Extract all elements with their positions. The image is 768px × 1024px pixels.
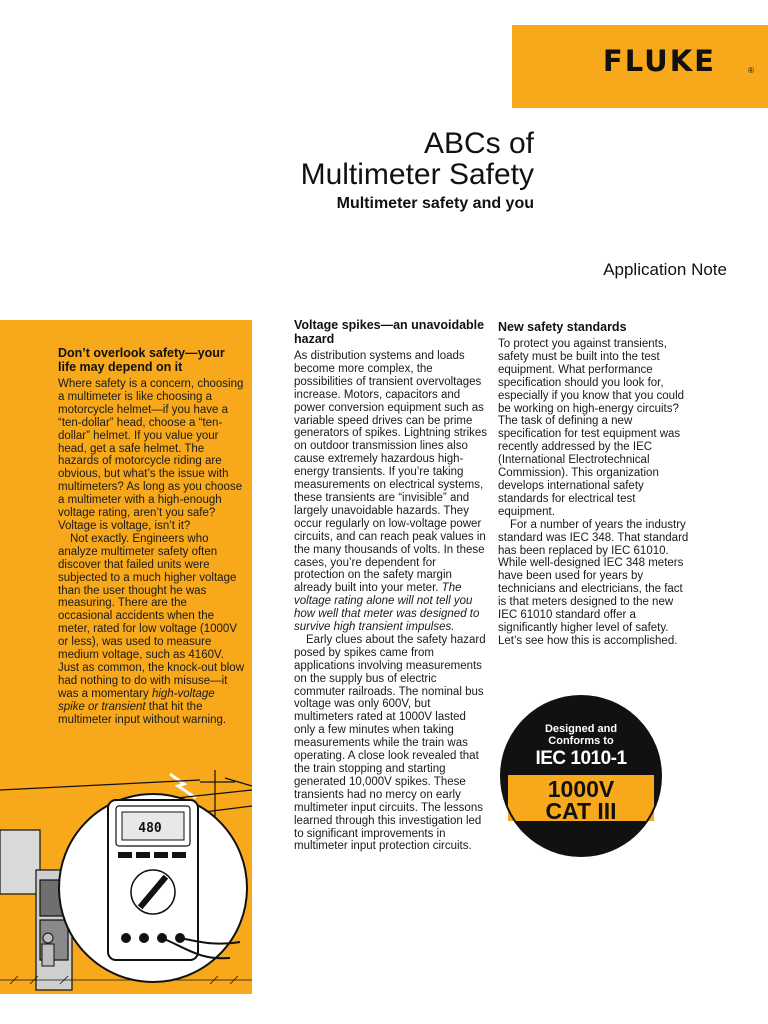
column-1-paragraph-2-end: that hit the multimeter input without warning. bbox=[58, 700, 227, 726]
column-3-paragraph-2: For a number of years the industry standard was IEC 348. That standard has been replaced by IEC 61010. While well-designed IEC 348 meters have been used for years by technicians and electricians, the fact is that meters designed to the new IEC 61010 standard offer a significantly higher level of safety. Let’s see how this is accomplished. bbox=[498, 518, 689, 647]
lightning-bolt-icon bbox=[170, 774, 196, 798]
title-line-1: ABCs of bbox=[423, 127, 534, 160]
column-2-paragraph-1 bbox=[294, 350, 488, 634]
badge-standard: IEC 1010-1 bbox=[535, 748, 627, 769]
badge-category: CAT III bbox=[545, 798, 617, 824]
column-3-paragraph-1: To protect you against transients, safety must be built into the test equipment. What performance specification should you look for, especially if you know that you could be working on high-energy circuits? The task of defining a new specification for test equipment was recently addressed by the IEC (International Electrotechnical Commission). This organization develops international safety standards for electrical test equipment. bbox=[498, 338, 685, 518]
column-safety-intro bbox=[58, 346, 244, 726]
column-1-heading: Don’t overlook safety—your life may depend on it bbox=[58, 346, 225, 374]
multimeter-illustration bbox=[0, 760, 252, 994]
title-line-2: Multimeter Safety bbox=[300, 158, 534, 191]
column-1-paragraph-2-text: Not exactly. Engineers who analyze multimeter safety often discover that failed units were subjected to a much higher voltage than the user thought he was measuring. There are the occasional accidents when the meter, rated for low voltage (1000V or less), was used to measure medium voltage, such as 4160V. Just as common, the knock-out blow had nothing to do with misuse—it was a momentary bbox=[58, 532, 244, 700]
fluke-logo: FLUKE bbox=[602, 44, 716, 78]
document-type: Application Note bbox=[603, 260, 727, 279]
column-1-emphasis: high-voltage spike or transient bbox=[58, 687, 215, 713]
column-2-paragraph-2: Early clues about the safety hazard posed by spikes came from applications involving measurements on the supply bus of electric commuter railroads. The nominal bus voltage was only 600V, but multimeters rated at 1000V lasted only a few minutes when taking measurements while the train was operating. A close look revealed that the train stopping and starting generated 10,000V spikes. These transients had no mercy on early multimeter input circuits. The lessons learned through this investigation led to significant improvements in multimeter input protection circuits. bbox=[294, 633, 486, 853]
column-1-paragraph-1: Where safety is a concern, choosing a multimeter is like choosing a motorcycle helmet—if you have a “ten-dollar” head, choose a “ten-dollar” helmet. If you value your head, get a safe helmet. The hazards of motorcycle riding are obvious, but what’s the issue with multimeters? As long as you choose a multimeter with a high-enough voltage rating, aren’t you safe? Voltage is voltage, isn’t it? bbox=[58, 378, 244, 532]
iec-certification-badge bbox=[500, 695, 662, 857]
page-subtitle: Multimeter safety and you bbox=[336, 195, 534, 212]
badge-line-conforms: Conforms to bbox=[548, 735, 614, 747]
multimeter-body bbox=[108, 800, 198, 960]
column-1-paragraph-2 bbox=[58, 533, 244, 727]
column-2-heading: Voltage spikes—an unavoidable hazard bbox=[294, 318, 485, 346]
column-2-paragraph-1-text: As distribution systems and loads become more complex, the possibilities of transient overvoltages increase. Motors, capacitors and power conversion equipment such as variable speed drives can be prime generators of spikes. Lightning strikes on outdoor transmission lines also cause extremely hazardous high-energy transients. If you’re taking measurements on electrical systems, these transients are “invisible” and largely unavoidable hazards. They occur regularly on low-voltage power circuits, and can reach peak values in the many thousands of volts. In these cases, you’re dependent for protection on the safety margin already built into your meter. bbox=[294, 350, 488, 595]
worker-figure bbox=[42, 933, 54, 966]
column-voltage-spikes bbox=[294, 318, 488, 853]
column-safety-standards bbox=[498, 320, 692, 648]
column-3-heading: New safety standards bbox=[498, 320, 627, 334]
meter-display-value: 480 bbox=[138, 821, 162, 836]
column-2-emphasis: The voltage rating alone will not tell you how well that meter was designed to survive high transient impulses. bbox=[294, 582, 480, 634]
badge-line-designed: Designed and bbox=[544, 723, 618, 735]
page-title bbox=[150, 128, 534, 190]
badge-voltage-rating: 1000V bbox=[547, 776, 615, 802]
registered-mark: ® bbox=[748, 66, 754, 75]
fluke-logo-box bbox=[512, 25, 768, 108]
